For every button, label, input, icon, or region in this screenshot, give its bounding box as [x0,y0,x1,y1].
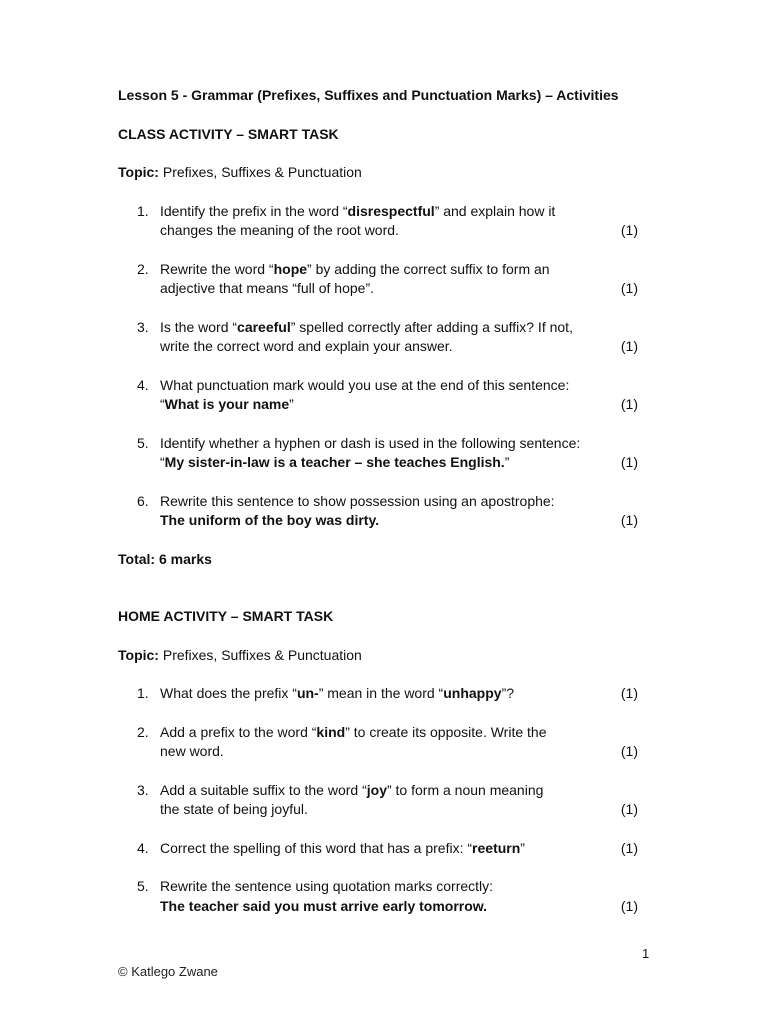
question-keyword: The teacher said you must arrive early tomorrow. [160,897,488,914]
question-text: ” [504,454,510,470]
question-text: the state of being joyful. [160,801,308,817]
lesson-title: Lesson 5 - Grammar (Prefixes, Suffixes and Punctuation Marks) – Activities [118,87,619,103]
question-number: 5. [137,434,149,451]
question-text: adjective that means “full of hope”. [160,280,375,296]
spacer [118,241,638,260]
question-number: 1. [137,202,149,219]
question-mark: (1) [620,512,638,528]
class-topic [118,163,638,183]
question-mark: (1) [620,454,638,470]
spacer [118,820,638,839]
question-number: 3. [137,781,149,798]
question-text: Rewrite the word “ [160,260,274,277]
question-text: “ [160,454,165,470]
question-mark: (1) [620,801,638,817]
question-mark: (1) [620,839,638,856]
question-text: Rewrite this sentence to show possession using an apostrophe: [160,492,555,509]
home-question-5 [118,877,638,916]
home-topic-label: Topic: [118,646,159,663]
question-number: 4. [137,376,149,393]
question-text: Is the word “ [160,318,238,335]
class-question-3 [118,318,638,357]
question-text: Identify the prefix in the word “ [160,202,348,219]
question-number: 4. [137,839,149,856]
question-text: Add a prefix to the word “ [160,723,317,740]
class-total: Total: 6 marks [118,550,212,567]
home-question-4 [118,839,638,859]
home-topic [118,646,638,666]
footer-copyright: © Katlego Zwane [118,964,218,979]
class-activity-heading: CLASS ACTIVITY – SMART TASK [118,125,339,142]
question-number: 2. [137,723,149,740]
question-text: ” to create its opposite. Write the [345,723,547,740]
question-keyword: What is your name [164,396,290,412]
question-text: ” to form a noun meaning [386,781,544,798]
class-question-1 [118,202,638,241]
class-question-4 [118,376,638,415]
question-keyword: careeful [237,318,291,335]
question-text: Add a suitable suffix to the word “ [160,781,367,798]
question-number: 3. [137,318,149,335]
question-text: What does the prefix “ [160,685,297,701]
spacer [118,762,638,781]
question-text: new word. [160,743,224,759]
spacer [118,415,638,434]
spacer [118,473,638,492]
question-number: 5. [137,878,149,894]
question-keyword: hope [273,260,308,277]
spacer [118,704,638,723]
question-keyword: disrespectful [347,202,435,219]
question-mark: (1) [620,897,638,914]
question-text: ” spelled correctly after adding a suffix? If not, [290,318,573,335]
question-number: 6. [137,492,149,509]
question-text: Identify whether a hyphen or dash is used in the following sentence: [160,434,581,451]
class-topic-value: Prefixes, Suffixes & Punctuation [158,164,362,180]
spacer [118,299,638,318]
question-mark: (1) [620,280,638,296]
home-activity-heading: HOME ACTIVITY – SMART TASK [118,608,334,624]
question-text: ” by adding the correct suffix to form an [307,260,550,277]
question-text: Correct the spelling of this word that has a prefix: “ [160,839,473,856]
question-text: ” mean in the word “ [318,685,444,701]
question-keyword: The uniform of the boy was dirty. [160,512,380,528]
question-text: What punctuation mark would you use at the end of this sentence: [160,376,570,393]
question-text: “ [160,396,165,412]
question-keyword: unhappy [443,685,502,701]
question-number: 1. [137,685,149,701]
question-text: ” and explain how it [434,202,556,219]
spacer [118,858,638,877]
class-question-6 [118,492,638,531]
question-keyword: joy [366,781,387,798]
spacer [118,357,638,376]
home-question-3 [118,781,638,820]
home-question-list [118,684,638,916]
class-question-2 [118,260,638,299]
question-number: 2. [137,260,149,277]
question-text: ” [289,396,294,412]
class-question-list [118,202,638,531]
home-question-1 [118,684,638,704]
class-topic-label: Topic: [118,164,159,180]
question-keyword: My sister-in-law is a teacher – she teaches English. [164,454,505,470]
question-keyword: un- [296,685,319,701]
question-text: ”? [501,685,515,701]
home-question-2 [118,723,638,762]
question-keyword: reeturn [472,839,521,856]
question-mark: (1) [620,222,638,238]
question-mark: (1) [620,338,638,354]
question-text: changes the meaning of the root word. [160,222,399,238]
question-text: Rewrite the sentence using quotation marks correctly: [160,878,494,894]
document-page [118,86,638,916]
home-topic-value: Prefixes, Suffixes & Punctuation [158,646,362,663]
question-text: write the correct word and explain your answer. [160,338,453,354]
question-text: ” [520,839,525,856]
question-mark: (1) [620,743,638,759]
class-question-5 [118,434,638,473]
question-keyword: kind [316,723,346,740]
question-mark: (1) [620,396,638,412]
page-number: 1 [642,946,650,961]
question-mark: (1) [620,685,638,701]
